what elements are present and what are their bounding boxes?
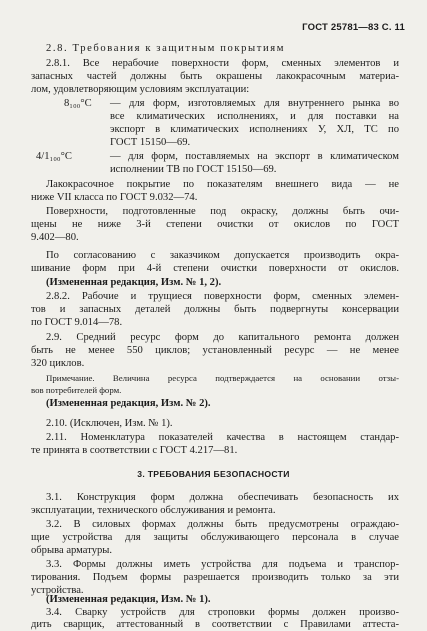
coating-code-label: 4/1₁₀₀°С	[36, 151, 72, 162]
text-line: исполнении ТВ по ГОСТ 15150—69.	[110, 164, 277, 175]
text-line: По согласованию с заказчиком допускается производить окра-	[46, 250, 399, 261]
text-line: — для форм, поставляемых на экспорт в климатическом	[110, 151, 399, 162]
amendment-note: (Измененная редакция, Изм. № 1).	[46, 594, 211, 605]
text-line: ГОСТ 15150—69.	[110, 137, 191, 148]
section-heading: 3. ТРЕБОВАНИЯ БЕЗОПАСНОСТИ	[137, 469, 290, 479]
note-line: Примечание. Величина ресурса подтверждается на основании отзы-	[46, 373, 399, 383]
text-line: Лакокрасочное покрытие по показателям внешнего вида — не	[46, 179, 399, 190]
text-line: все климатических исполнениях, и для поставки на	[110, 111, 399, 122]
text-line: 2.10. (Исключен, Изм. № 1).	[46, 418, 173, 429]
text-line: 3.2. В силовых формах должны быть предусмотрены ограждаю-	[46, 519, 399, 530]
text-line: 2.11. Номенклатура показателей качества в настоящем стандар-	[46, 432, 399, 443]
text-line: 9.402—80.	[31, 232, 79, 243]
text-line: 3.1. Конструкция форм должна обеспечивать безопасность их	[46, 492, 399, 503]
text-line: щены не ниже 3-й степени очистки от окислов по ГОСТ	[31, 219, 399, 230]
text-line: 2.9. Средний ресурс форм до капитального ремонта должен	[46, 332, 399, 343]
text-line: обрыва арматуры.	[31, 545, 113, 556]
text-line: ниже VII класса по ГОСТ 9.032—74.	[31, 192, 198, 203]
text-line: 2.8.1. Все нерабочие поверхности форм, сменных элементов и	[46, 58, 399, 69]
text-line: 2.8.2. Рабочие и трущиеся поверхности форм, сменных элемен-	[46, 291, 399, 302]
text-line: шивание форм при 4-й степени очистки поверхности от окислов.	[31, 263, 399, 274]
text-line: дить сварщик, аттестованный в соответствии с Правилами аттеста-	[31, 619, 399, 630]
note-line: вов потребителей форм.	[31, 385, 122, 395]
text-line: эксплуатации, технического обслуживания и ремонта.	[31, 505, 276, 516]
text-line: щие устройства для защиты обслуживающего персонала в случае	[31, 532, 399, 543]
text-line: те принята в соответствии с ГОСТ 4.217—81.	[31, 445, 238, 456]
text-line: 3.3. Формы должны иметь устройства для подъема и транспор-	[46, 559, 399, 570]
text-line: быть не менее 550 циклов; установленный ресурс — не менее	[31, 345, 399, 356]
text-line: экспорт в климатических исполнениях У, ХЛ, ТС по	[110, 124, 399, 135]
subsection-title: 2.8. Требования к защитным покрытиям	[46, 43, 285, 54]
amendment-note: (Измененная редакция, Изм. № 2).	[46, 398, 211, 409]
amendment-note: (Измененная редакция, Изм. № 1, 2).	[46, 277, 222, 288]
text-line: устройства.	[31, 585, 84, 596]
text-line: тов и запасных деталей должны быть подвергнуты консервации	[31, 304, 399, 315]
text-line: лом, удовлетворяющим условиям эксплуатации:	[31, 84, 250, 95]
text-line: тирования. Подъем формы разрешается производить только за эти	[31, 572, 399, 583]
text-line: по ГОСТ 9.014—78.	[31, 317, 123, 328]
text-line: Поверхности, подготовленные под окраску, должны быть очи-	[46, 206, 399, 217]
text-line: запасных частей должны быть окрашены лакокрасочным материа-	[31, 71, 399, 82]
coating-code-label: 8₁₀₀°С	[64, 98, 92, 109]
text-line: — для форм, изготовляемых для внутреннего рынка во	[110, 98, 399, 109]
text-line: 3.4. Сварку устройств для строповки формы должен произво-	[46, 607, 399, 618]
page-header: ГОСТ 25781—83 С. 11	[302, 22, 405, 33]
text-line: 320 циклов.	[31, 358, 85, 369]
